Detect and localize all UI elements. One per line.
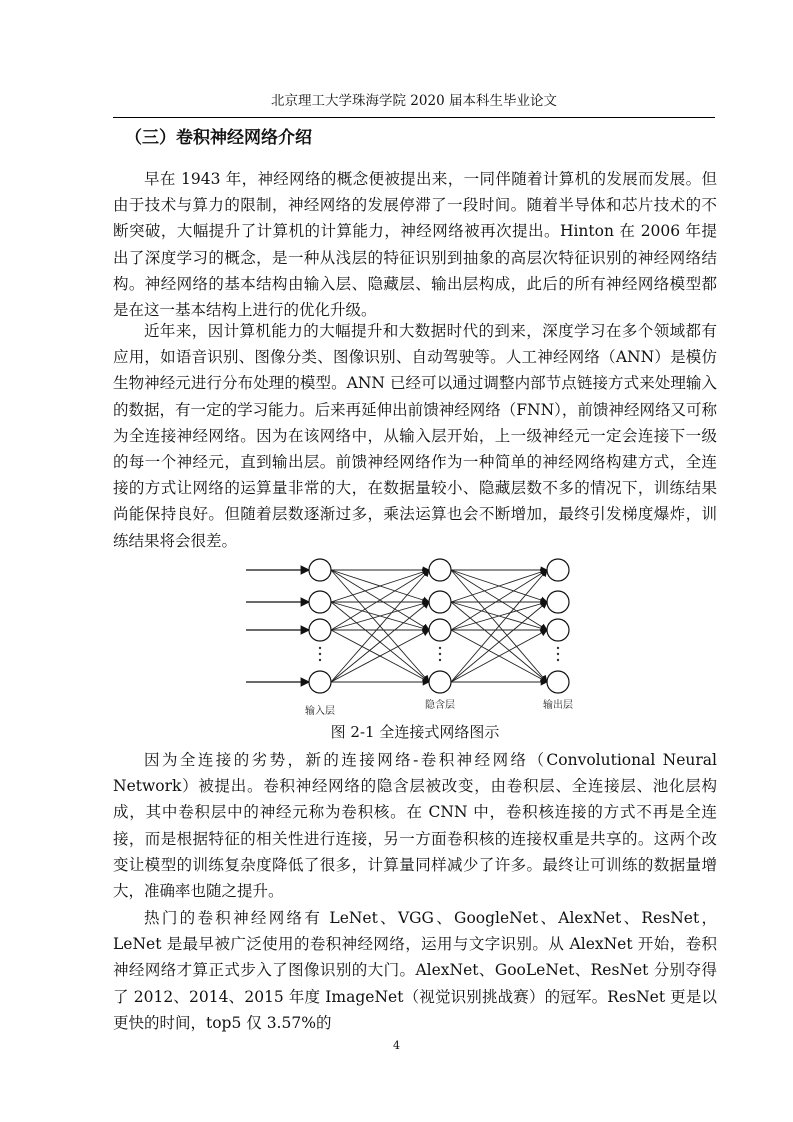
ellipsis-dot [319,659,321,661]
paragraph-3: 因为全连接的劣势，新的连接网络-卷积神经网络（Convolutional Neural Network）被提出。卷积神经网络的隐含层被改变，由卷积层、全连接层、池化层构成，其中卷积层中的神经元称为卷积核。在 CNN 中，卷积核连接的方式不再是全连接，而是根据特征的相关性进行连接，另一方面卷积核的连接权重是共享的。这两个改变让模型的训练复杂度降低了很多，计算量同样减少了许多。最终让可训练的数据量增大，准确率也随之提升。 [113,751,717,901]
neuron-node [309,559,331,581]
neuron-node [309,671,331,693]
ellipsis-dot [439,653,441,655]
ellipsis-dot [557,653,559,655]
paragraph-4: 热门的卷积神经网络有 LeNet、VGG、GoogleNet、AlexNet、ResNet，LeNet 是最早被广泛使用的卷积神经网络，运用与文字识别。从 AlexNet 开始，卷积神经网络才算正式步入了图像识别的大门。AlexNet、GooLeNet、ResNet 分别夺得了 2012、2014、2015 年度 ImageNet（视觉识别挑战赛）的冠军。ResNet 更是以更快的时间，top5 仅 3.57%的 [113,909,717,1032]
label-output-layer: 输出层 [543,700,573,711]
ellipsis-dot [557,659,559,661]
paragraph-2: 近年来，因计算机能力的大幅提升和大数据时代的到来，深度学习在多个领域都有应用，如语音识别、图像分类、图像识别、自动驾驶等。人工神经网络（ANN）是模仿生物神经元进行分布处理的模型。ANN 已经可以通过调整内部节点链接方式来处理输入的数据，有一定的学习能力。后来再延伸出前馈神经网络（FNN），前馈神经网络又可称为全连接神经网络。因为在该网络中，从输入层开始，上一级神经元一定会连接下一级的每一个神经元，直到输出层。前馈神经网络作为一种简单的神经网络构建方式，全连接的方式让网络的运算量非常的大，在数据量较小、隐藏层数不多的情况下，训练结果尚能保持良好。但随着层数逐渐过多，乘法运算也会不断增加，最终引发梯度爆炸，训练结果将会很差。 [113,322,717,550]
neuron-node [429,671,451,693]
label-hidden-layer: 隐含层 [425,700,455,711]
ellipsis-dot [439,659,441,661]
ellipsis-dot [439,647,441,649]
label-input-layer: 输入层 [305,706,335,717]
neuron-node [547,671,569,693]
ellipsis-dot [319,647,321,649]
ellipsis-dot [319,653,321,655]
page-number: 4 [393,1039,400,1052]
neuron-node [309,619,331,641]
header-rule [113,117,715,118]
ellipsis-dot [557,647,559,649]
input-arrows [246,570,309,682]
neuron-node [547,559,569,581]
page-header: 北京理工大学珠海学院 2020 届本科生毕业论文 [271,93,557,109]
paragraph-1: 早在 1943 年，神经网络的概念便被提出来，一同伴随着计算机的发展而发展。但由于技术与算力的限制，神经网络的发展停滞了一段时间。随着半导体和芯片技术的不断突破，大幅提升了计算机的计算能力，神经网络被再次提出。Hinton 在 2006 年提出了深度学习的概念，是一种从浅层的特征识别到抽象的高层次特征识别的神经网络结构。神经网络的基本结构由输入层、隐藏层、输出层构成，此后的所有神经网络模型都是在这一基本结构上进行的优化升级。 [113,170,717,320]
neuron-node [429,619,451,641]
neuron-node [309,591,331,613]
figure-caption: 图 2-1 全连接式网络图示 [330,723,500,741]
neuron-node [547,619,569,641]
neuron-node [429,591,451,613]
fully-connected-network-figure [236,548,586,720]
neuron-node [429,559,451,581]
section-title: （三）卷积神经网络介绍 [125,128,312,148]
neuron-node [547,591,569,613]
